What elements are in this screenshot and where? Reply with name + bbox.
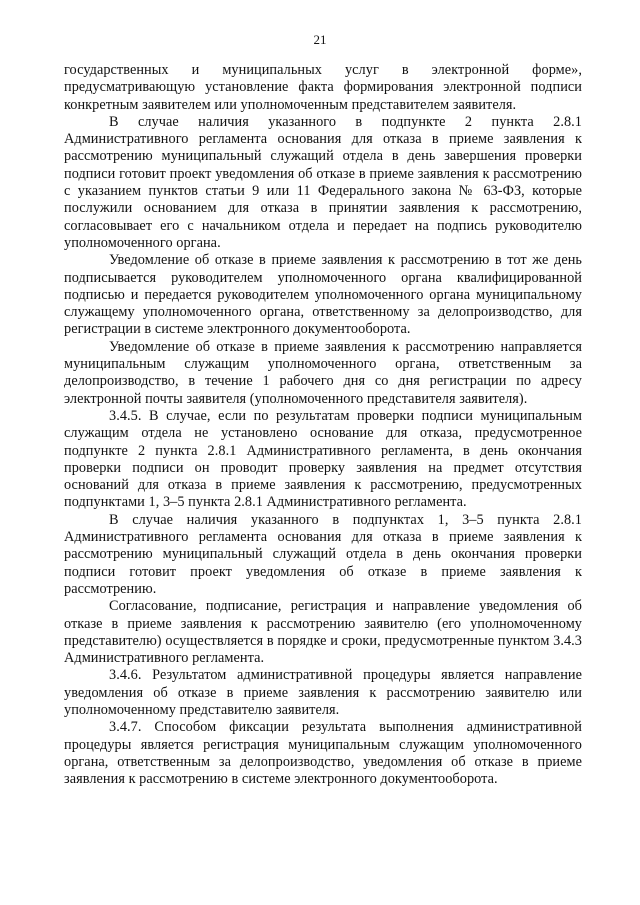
paragraph-3-4-5: 3.4.5. В случае, если по результатам проверки подписи муниципальным служащим отдела не установлено основание для отказа, предусмотренное подпункте 2 пункта 2.8.1 Административного регламента, в день окончания проверки подписи он проводит проверку заявления на предмет отсутствия оснований для отказа в приеме заявления к рассмотрению, предусмотренных подпунктами 1, 3–5 пункта 2.8.1 Административного регламента. — [64, 407, 582, 511]
paragraph: Уведомление об отказе в приеме заявления к рассмотрению в тот же день подписывается руководителем уполномоченного органа квалифицированной подписью и передается руководителем уполномоченного органа муниципальному служащему уполномоченного органа, ответственному за делопроизводство, для регистрации в системе электронного документооборота. — [64, 252, 582, 338]
paragraph-3-4-7: 3.4.7. Способом фиксации результата выполнения административной процедуры является регистрация муниципальным служащим уполномоченного органа, ответственным за делопроизводство, уведомления об отказе в приеме заявления к рассмотрению в системе электронного документооборота. — [64, 719, 582, 788]
paragraph: В случае наличия указанного в подпунктах 1, 3–5 пункта 2.8.1 Административного регламента основания для отказа в приеме заявления к рассмотрению муниципальный служащий отдела в день окончания проверки подписи готовит проект уведомления об отказе в приеме заявления к рассмотрению. — [64, 511, 582, 597]
page-number: 21 — [313, 32, 327, 47]
paragraph-continuation: государственных и муниципальных услуг в электронной форме», предусматривающую установление факта формирования электронной подписи конкретным заявителем или уполномоченным представителем заявителя. — [64, 62, 582, 113]
paragraph: Уведомление об отказе в приеме заявления к рассмотрению направляется муниципальным служащим уполномоченного органа, ответственным за делопроизводство, в течение 1 рабочего дня со дня регистрации по адресу электронной почты заявителя (уполномоченного представителя заявителя). — [64, 338, 582, 407]
paragraph-3-4-6: 3.4.6. Результатом административной процедуры является направление уведомления об отказе в приеме заявления к рассмотрению заявителю или уполномоченному представителю заявителя. — [64, 667, 582, 718]
paragraph: В случае наличия указанного в подпункте 2 пункта 2.8.1 Административного регламента основания для отказа в приеме заявления к рассмотрению муниципальный служащий отдела в день завершения проверки подписи готовит проект уведомления об отказе в приеме заявления к рассмотрению с указанием пунктов статьи 9 или 11 Федерального закона № 63-ФЗ, которые послужили основанием для отказа в принятии заявления к рассмотрению, согласовывает его с начальником отдела и передает на подпись руководителю уполномоченного органа. — [64, 113, 582, 251]
document-body — [64, 62, 582, 788]
paragraph: Согласование, подписание, регистрация и направление уведомления об отказе в приеме заявления к рассмотрению заявителю (его уполномоченному представителю) осуществляется в порядке и сроки, предусмотренные пунктом 3.4.3 Административного регламента. — [64, 598, 582, 667]
